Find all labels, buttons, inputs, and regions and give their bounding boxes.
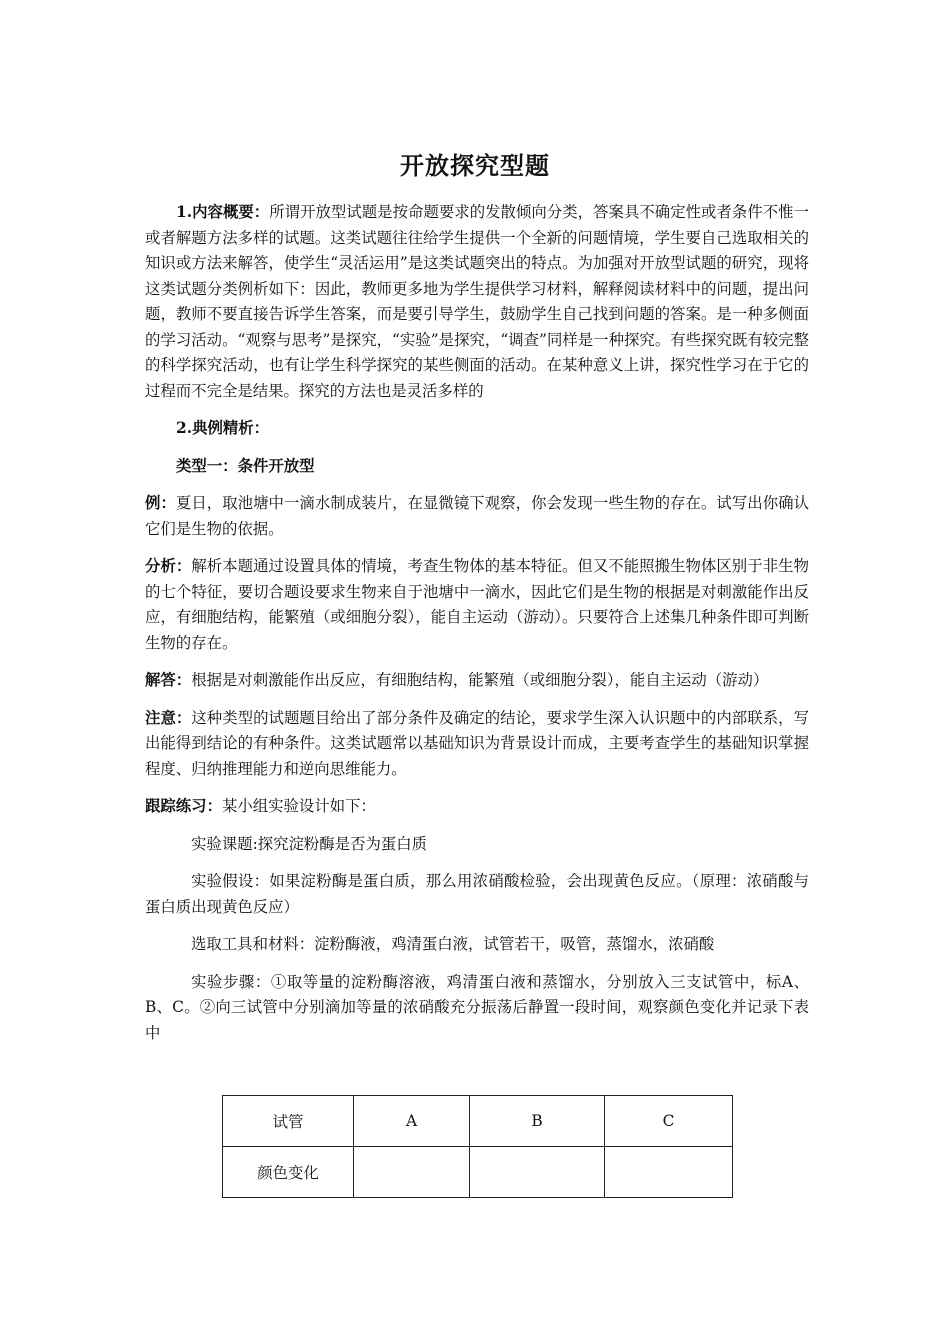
note-paragraph <box>145 706 809 783</box>
value-cell <box>605 1147 733 1198</box>
analysis-label: 分析： <box>145 557 192 575</box>
practice-text: 某小组实验设计如下： <box>221 797 376 815</box>
row-label-cell: 颜色变化 <box>223 1147 354 1198</box>
value-cell <box>354 1147 470 1198</box>
note-label: 注意： <box>145 708 192 727</box>
content-summary-paragraph <box>145 200 809 404</box>
header-cell: B <box>470 1096 605 1147</box>
example-paragraph <box>145 491 809 542</box>
experiment-materials: 选取工具和材料：淀粉酶液，鸡清蛋白液，试管若干，吸管，蒸馏水，浓硝酸 <box>191 935 715 953</box>
summary-label: 1.内容概要： <box>176 203 270 221</box>
practice-paragraph <box>145 794 809 820</box>
analysis-paragraph <box>145 554 809 656</box>
document-body <box>145 200 809 1058</box>
header-cell: A <box>354 1096 470 1147</box>
summary-text: 所谓开放型试题是按命题要求的发散倾向分类，答案具不确定性或者条件不惟一或者解题方法多样的试题。这类试题往往给学生提供一个全新的问题情境，学生要自己选取相关的知识或方法来解答，使学生“灵活运用”是这类试题突出的特点。为加强对开放型试题的研究，现将这类试题分类例析如下：因此，教师更多地为学生提供学习材料，解释阅读材料中的问题，提出问题，教师不要直接告诉学生答案，而是要引导学生，鼓励学生自己找到问题的答案。是一种多侧面的学习活动。“观察与思考”是探究，“实验”是探究，“调查”同样是一种探究。有些探究既有较完整的科学探究活动，也有让学生科学探究的某些侧面的活动。在某种意义上讲，探究性学习在于它的过程而不完全是结果。探究的方法也是灵活多样的 <box>145 203 809 400</box>
answer-paragraph <box>145 668 809 694</box>
value-cell <box>470 1147 605 1198</box>
example-label: 例： <box>145 494 176 512</box>
experiment-hypothesis: 实验假设：如果淀粉酶是蛋白质，那么用浓硝酸检验，会出现黄色反应。（原理：浓硝酸与蛋白质出现黄色反应） <box>145 872 809 916</box>
experiment-steps: 实验步骤：①取等量的淀粉酶溶液，鸡清蛋白液和蒸馏水，分别放入三支试管中，标A、B、C。②向三试管中分别滴加等量的浓硝酸充分振荡后静置一段时间，观察颜色变化并记录下表中 <box>145 972 809 1042</box>
experiment-topic: 实验课题:探究淀粉酶是否为蛋白质 <box>191 834 428 853</box>
practice-label: 跟踪练习： <box>145 797 222 815</box>
type-heading: 类型一：条件开放型 <box>176 456 315 475</box>
results-table <box>222 1095 733 1198</box>
answer-label: 解答： <box>145 671 192 689</box>
section-heading-examples: 2.典例精析： <box>176 419 270 437</box>
table-row <box>223 1147 733 1198</box>
header-cell: C <box>605 1096 733 1147</box>
page-title: 开放探究型题 <box>400 152 550 180</box>
table-header-row <box>223 1096 733 1147</box>
example-text: 夏日，取池塘中一滴水制成装片，在显微镜下观察，你会发现一些生物的存在。试写出你确认它们是生物的依据。 <box>145 494 809 538</box>
analysis-text: 解析本题通过设置具体的情境，考查生物体的基本特征。但又不能照搬生物体区别于非生物的七个特征，要切合题设要求生物来自于池塘中一滴水，因此它们是生物的根据是对刺激能作出反应，有细胞结构，能繁殖（或细胞分裂），能自主运动（游动）。只要符合上述集几种条件即可判断生物的存在。 <box>145 557 809 652</box>
header-cell: 试管 <box>223 1096 354 1147</box>
answer-text: 根据是对刺激能作出反应，有细胞结构，能繁殖（或细胞分裂），能自主运动（游动） <box>191 671 769 689</box>
note-text: 这种类型的试题题目给出了部分条件及确定的结论，要求学生深入认识题中的内部联系，写出能得到结论的有种条件。这类试题常以基础知识为背景设计而成，主要考查学生的基础知识掌握程度、归纳推理能力和逆向思维能力。 <box>145 708 809 778</box>
